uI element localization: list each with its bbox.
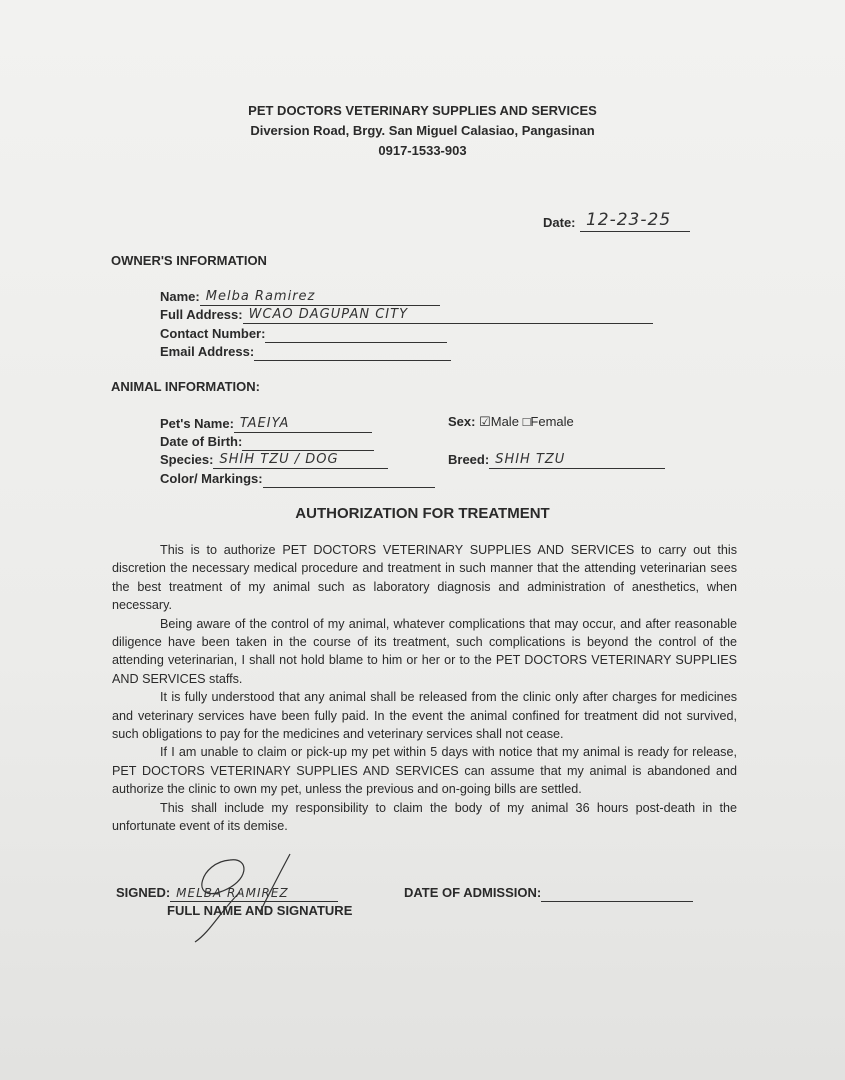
color-field: Color/ Markings: bbox=[160, 470, 435, 488]
admission-date-field: DATE OF ADMISSION: bbox=[404, 884, 693, 902]
paragraph: This shall include my responsibility to claim the body of my animal 36 hours post-death in the unfortunate event of its demise. bbox=[112, 800, 737, 834]
owner-name-value: Melba Ramirez bbox=[205, 289, 316, 304]
pet-name-field: Pet's Name: TAEIYA bbox=[160, 415, 372, 433]
pet-name-value: TAEIYA bbox=[239, 416, 290, 431]
business-address: Diversion Road, Brgy. San Miguel Calasiao, Pangasinan bbox=[250, 123, 595, 138]
date-value: 12-23-25 bbox=[585, 210, 672, 230]
species-value: SHIH TZU / DOG bbox=[219, 452, 339, 467]
signed-name-value: MELBA RAMIREZ bbox=[176, 886, 289, 900]
paragraph: This is to authorize PET DOCTORS VETERINARY SUPPLIES AND SERVICES to carry out this discretion the necessary medical procedure and treatment in such manner that the attending veterinarian sees the best treatment of my animal such as laboratory diagnosis and administration of anesthetics, when necessary. bbox=[112, 543, 737, 613]
business-phone: 0917-1533-903 bbox=[378, 143, 467, 158]
signed-field: SIGNED: MELBA RAMIREZ bbox=[116, 884, 338, 902]
male-checkbox-checked-icon[interactable]: ☑ bbox=[479, 414, 491, 429]
owner-contact-field: Contact Number: bbox=[160, 325, 447, 343]
owner-email-field: Email Address: bbox=[160, 343, 451, 361]
breed-field: Breed: SHIH TZU bbox=[448, 451, 665, 469]
date-field: Date: 12-23-25 bbox=[543, 214, 690, 232]
dob-field: Date of Birth: bbox=[160, 433, 374, 451]
paragraph: Being aware of the control of my animal, whatever complications that may occur, and after reasonable diligence have been taken in the course of its treatment, such complications is beyond the control of the attending veterinarian, I shall not hold blame to him or her or to the PET DOCTORS VETERINARY SUPPLIES AND SERVICES staffs. bbox=[112, 616, 737, 686]
paragraph: If I am unable to claim or pick-up my pet within 5 days with notice that my animal is ready for release, PET DOCTORS VETERINARY SUPPLIES AND SERVICES can assume that my animal is abandoned and authorize the clinic to own my pet, unless the previous and on-going bills are settled. bbox=[112, 745, 737, 797]
authorization-text bbox=[112, 541, 737, 836]
signature-scribble bbox=[180, 852, 300, 947]
animal-section-title: ANIMAL INFORMATION: bbox=[111, 379, 260, 394]
female-checkbox-icon[interactable]: □ bbox=[522, 414, 531, 429]
owner-address-field: Full Address: WCAO DAGUPAN CITY bbox=[160, 306, 653, 324]
signature-caption: FULL NAME AND SIGNATURE bbox=[167, 903, 353, 918]
authorization-title: AUTHORIZATION FOR TREATMENT bbox=[295, 505, 550, 522]
species-field: Species: SHIH TZU / DOG bbox=[160, 451, 388, 469]
business-name: PET DOCTORS VETERINARY SUPPLIES AND SERVICES bbox=[248, 103, 597, 118]
breed-value: SHIH TZU bbox=[495, 452, 566, 467]
owner-section-title: OWNER'S INFORMATION bbox=[111, 253, 267, 268]
owner-name-field: Name: Melba Ramirez bbox=[160, 288, 440, 306]
paragraph: It is fully understood that any animal shall be released from the clinic only after charges for medicines and veterinary services have been fully paid. In the event the animal confined for treatment did not survived, such obligations to pay for the medicines and veterinary services shall not cease. bbox=[112, 690, 737, 742]
owner-address-value: WCAO DAGUPAN CITY bbox=[248, 307, 409, 322]
sex-field: Sex: ☑Male □Female bbox=[448, 414, 574, 429]
